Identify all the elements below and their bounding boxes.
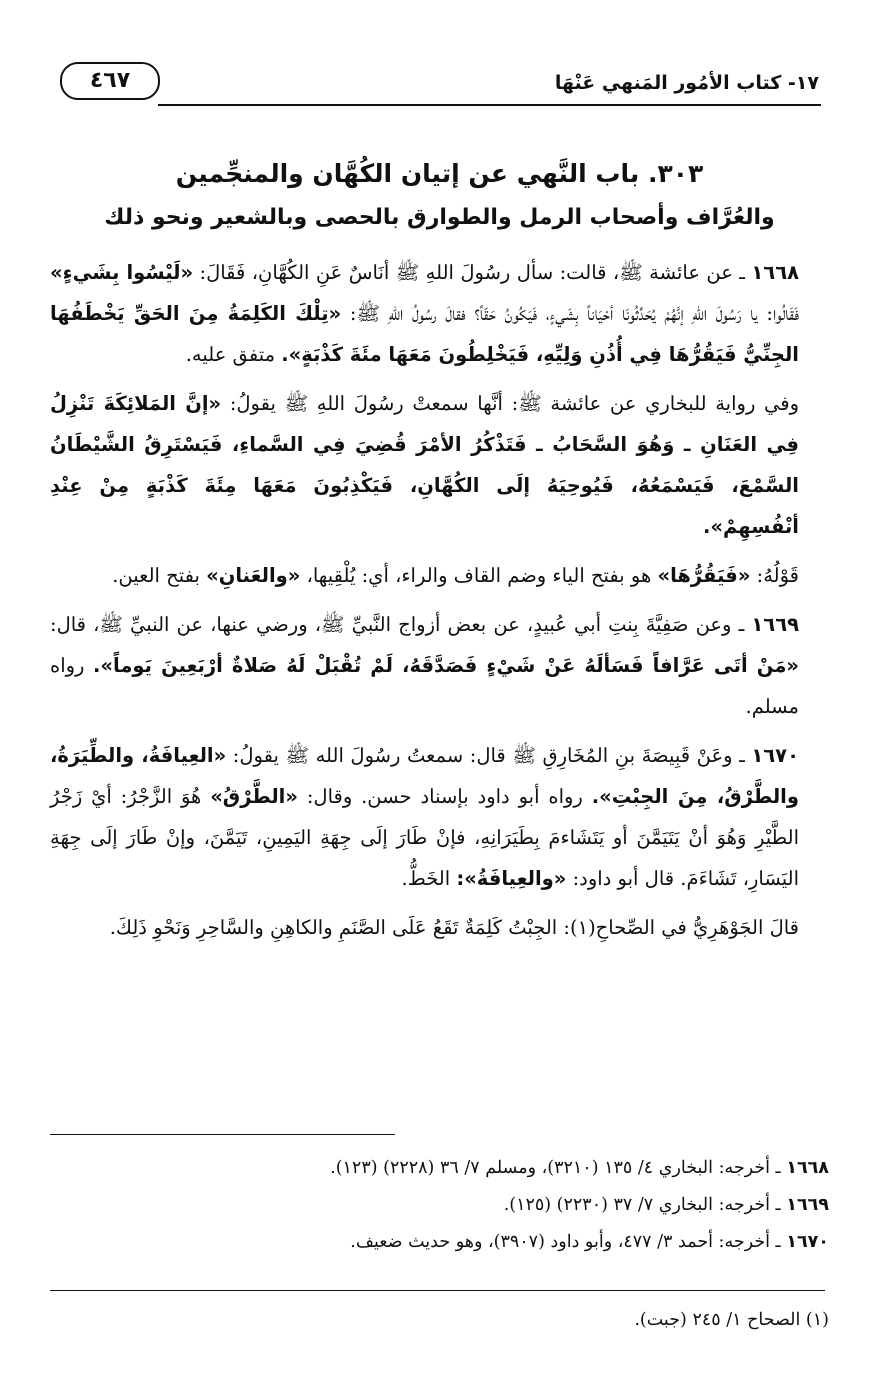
hadith-1668 [50, 252, 829, 375]
chapter-title-line-1: ٣٠٣. باب النَّهي عن إتيان الكُهَّان والمنجِّمين [175, 159, 704, 188]
footnotes [50, 1302, 829, 1338]
takhrij-number: ١٦٧٠ [786, 1232, 829, 1252]
gloss-text: بفتح العين. [112, 564, 200, 587]
header-divider [158, 104, 821, 106]
hadith-quote: «إنَّ المَلائِكَةَ تَنْزِلُ فِي العَنَانِ ـ وَهُوَ السَّحَابُ ـ فَتَذْكُرُ الأمْرَ قُضِيَ فِي السَّماءِ، فَيَسْتَرِقُ الشَّيْطَانُ السَّمْعَ، فَيَسْمَعُهُ، فَيُوحِيَهُ إلَى الكُهَّانِ، فَيَكْذِبُونَ مَعَهَا مِئَةَ كَذْبَةٍ مِنْ عِنْدِ أنْفُسِهِمْ». [50, 392, 799, 538]
hadith-grade: متفق عليه. [185, 343, 276, 366]
gloss-term: «فَيَقُرُّهَا» [657, 564, 751, 587]
gloss-text: الخَطُّ. [401, 867, 451, 890]
takhrij-divider [50, 1134, 395, 1135]
hadith-number: ١٦٦٨ [751, 261, 800, 284]
gloss-lead: قَوْلُهُ: [756, 564, 799, 587]
gloss-term: «والعِيافَةُ»: [456, 867, 567, 890]
footnote-divider [50, 1290, 825, 1291]
takhrij-item [50, 1187, 829, 1224]
hadith-text: وفي رواية للبخاري عن عائشة ﷺ: أنَّها سمعتْ رسُولَ اللهِ ﷺ يقولُ: [229, 392, 800, 415]
hadith-text: ـ وعَنْ قَبِيصَةَ بنِ المُخَارِقِ ﷺ قال: سمعتُ رسُولَ الله ﷺ يقولُ: [232, 744, 745, 767]
hadith-1670 [50, 735, 829, 899]
gloss-term: «والعَنانِ» [206, 564, 301, 587]
page-number: ٤٦٧ [60, 62, 160, 100]
gloss-term: «الطَّرْقُ» [210, 785, 298, 808]
takhrij-notes [50, 1150, 829, 1261]
hadith-quote: «العِيافَةُ، والطِّيَرَةُ، والطَّرْقُ، مِنَ الجِبْتِ». [50, 744, 799, 808]
hadith-grade: رواه مسلم. [50, 654, 799, 718]
hadith-text: ـ وعن صَفِيَّةَ بِنتِ أبي عُبيدٍ، عن بعض أزواج النَّبيِّ ﷺ، ورضي عنها، عن النبيِّ ﷺ، قال: [50, 613, 745, 636]
gloss-text: هو بفتح الياء وضم القاف والراء، أي: يُلْقِيها، [306, 564, 652, 587]
takhrij-item [50, 1224, 829, 1261]
bukhari-version [50, 383, 829, 547]
hadith-quote: «لَيْسُوا بِشَيءٍ» [50, 261, 194, 284]
chapter-title-line-2: والعُرَّاف وأصحاب الرمل والطوارق بالحصى وبالشعير ونحو ذلك [104, 205, 775, 230]
main-text [50, 252, 829, 956]
chapter-heading [40, 152, 839, 240]
gloss-paragraph [50, 555, 829, 596]
running-title: ١٧- كتاب الأمُور المَنهي عَنْهَا [554, 72, 819, 94]
takhrij-text: ـ أخرجه: البخاري ٤/ ١٣٥ (٣٢١٠)، ومسلم ٧/ ٣٦ (٢٢٢٨) (١٢٣). [330, 1158, 781, 1178]
takhrij-text: ـ أخرجه: أحمد ٣/ ٤٧٧، وأبو داود (٣٩٠٧)، وهو حديث ضعيف. [350, 1232, 781, 1252]
takhrij-item [50, 1150, 829, 1187]
gloss-text: قالَ الجَوْهَرِيُّ في الصِّحاحِ(١): الجِبْتُ كَلِمَةٌ تَقَعُ عَلَى الصَّنَمِ والكاهِنِ والسَّاحِرِ وَنَحْوِ ذَلِكَ. [109, 916, 799, 939]
takhrij-number: ١٦٦٩ [786, 1195, 829, 1215]
gloss-text: هُوَ الزَّجْرُ: أيْ زَجْرُ الطَّيْرِ وَهُوَ أنْ يَتَيَمَّنَ أو يَتَشَاءمَ بِطَيَرَانِهِ، فإنْ طَارَ إلَى جِهَةِ اليَمِينِ، تَيَمَّنَ، وإنْ طَارَ إلَى جِهَةِ اليَسَارِ، تَشَاءَمَ. قال أبو داود: [50, 785, 799, 890]
hadith-quote: «مَنْ أتَى عَرَّافاً فَسَألَهُ عَنْ شَيْءٍ فَصَدَّقَهُ، لَمْ تُقْبَلْ لَهُ صَلاةٌ أرْبَعِينَ يَوماً». [93, 654, 799, 677]
takhrij-text: ـ أخرجه: البخاري ٧/ ٣٧ (٢٢٣٠) (١٢٥). [503, 1195, 781, 1215]
page-header [58, 58, 821, 106]
footnote-item: (١) الصحاح ١/ ٢٤٥ (جبت). [634, 1310, 829, 1330]
hadith-number: ١٦٦٩ [751, 613, 799, 636]
jawhari-gloss [50, 907, 829, 948]
hadith-grade: رواه أبو داود بإسناد حسن. وقال: [306, 785, 583, 808]
hadith-number: ١٦٧٠ [751, 744, 799, 767]
hadith-quote: «تِلْكَ الكَلِمَةُ مِنَ الحَقِّ يَخْطَفُهَا الجِنِّيُّ فَيَقُرُّهَا فِي أُذُنِ وَلِيِّهِ، فَيَخْلِطُونَ مَعَهَا مئَةَ كَذْبَةٍ». [50, 302, 799, 366]
hadith-1669 [50, 604, 829, 727]
hadith-text: فَقَالُوا: يا رَسُولَ اللهِ إنَّهُمْ يُحَدِّثُونَا أحْيَاناً بِشَيءٍ، فَيَكُونُ حَقّاً؟ فقالَ رسُولُ اللهِ ﷺ: [349, 302, 799, 325]
takhrij-number: ١٦٦٨ [786, 1158, 829, 1178]
hadith-text: ـ عن عائشة ﷺ، قالت: سأل رسُولَ اللهِ ﷺ أنَاسٌ عَنِ الكُهَّانِ، فَقَالَ: [199, 261, 745, 284]
